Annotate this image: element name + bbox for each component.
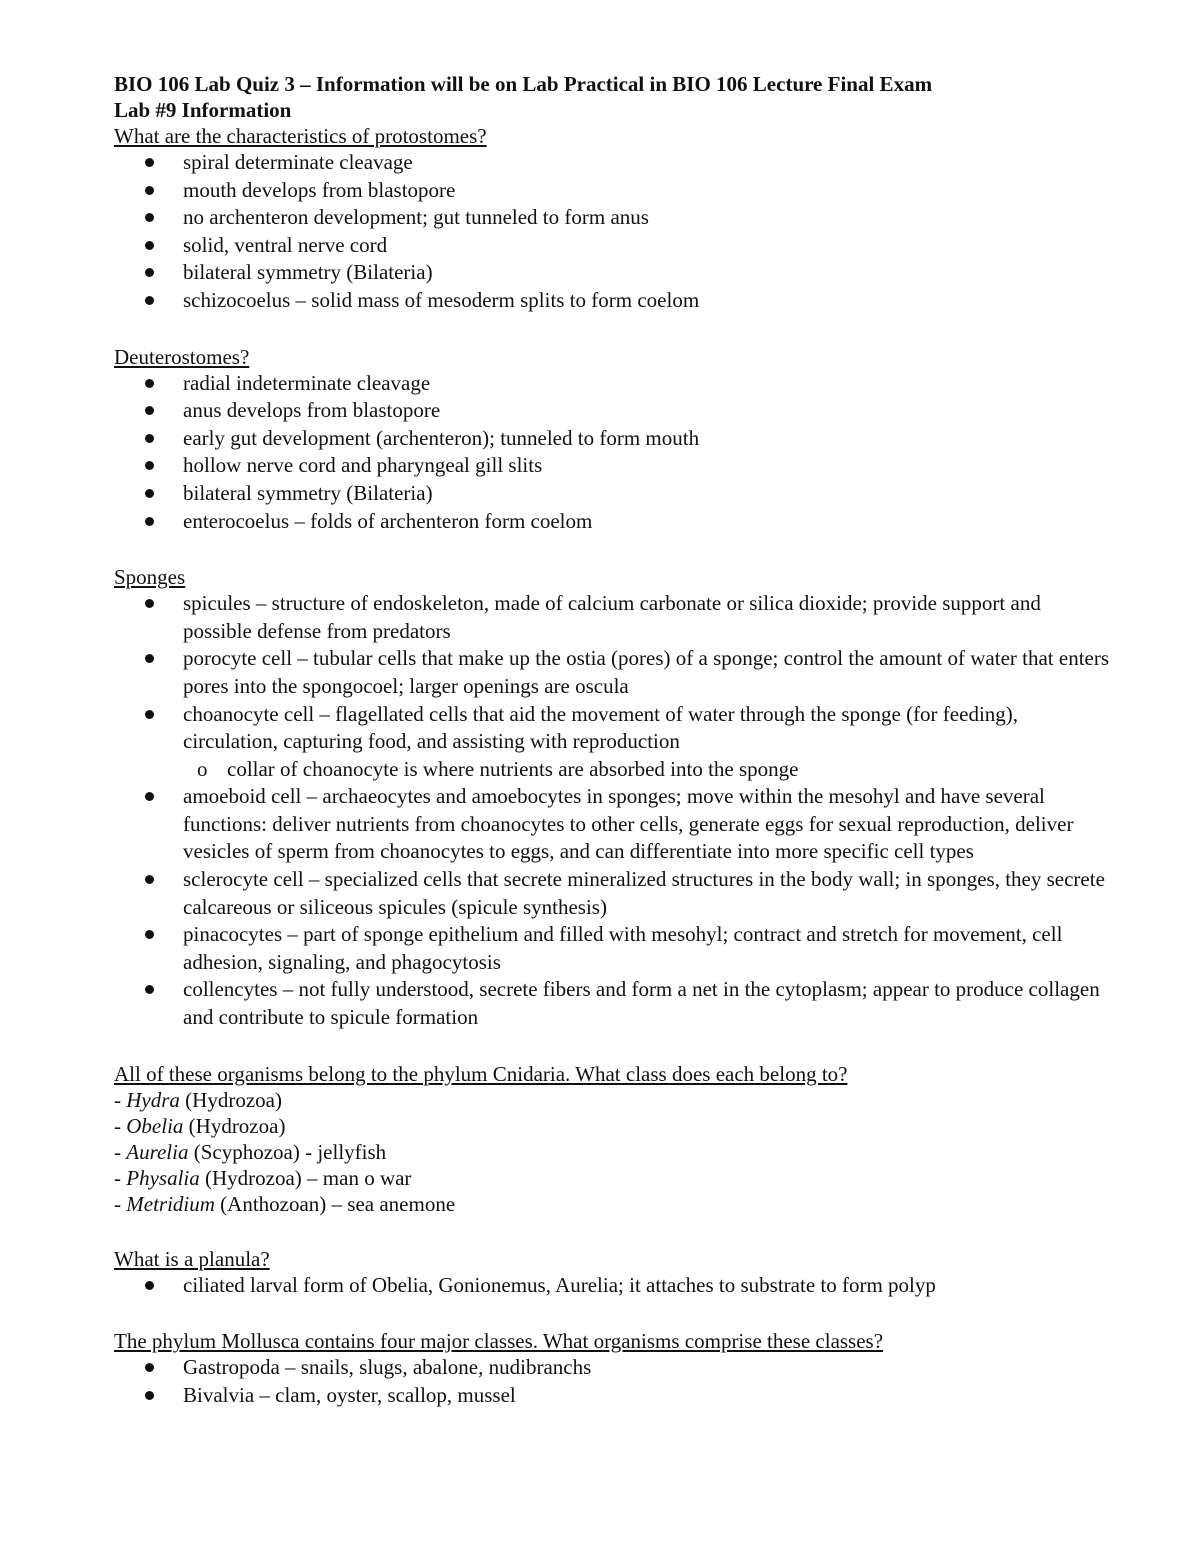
list-item: hollow nerve cord and pharyngeal gill slits — [114, 452, 1114, 480]
cnidaria-question: All of these organisms belong to the phylum Cnidaria. What class does each belong to? — [114, 1061, 848, 1086]
bullet-icon — [145, 710, 154, 719]
document-page — [114, 71, 1114, 1409]
bullet-icon — [145, 379, 154, 388]
sub-list-item: o collar of choanocyte is where nutrients are absorbed into the sponge — [114, 756, 1114, 784]
document-title: BIO 106 Lab Quiz 3 – Information will be on Lab Practical in BIO 106 Lecture Final Exam — [114, 72, 933, 96]
class-entry: - Metridium (Anthozoan) – sea anemone — [114, 1191, 456, 1216]
list-item: pinacocytes – part of sponge epithelium and filled with mesohyl; contract and stretch for movement, cell adhesion, signaling, and phagocytosis — [114, 921, 1114, 976]
class-entry: - Hydra (Hydrozoa) — [114, 1087, 282, 1112]
list-item: amoeboid cell – archaeocytes and amoebocytes in sponges; move within the mesohyl and have several functions: deliver nutrients from choanocytes to other cells, generate eggs for sexual reproduction, deliver vesicles of sperm from choanocytes to eggs, and can differentiate into more specific cell types — [114, 783, 1114, 866]
sponges-list — [114, 590, 1114, 1032]
list-item: mouth develops from blastopore — [114, 177, 1114, 205]
planula-question: What is a planula? — [114, 1246, 270, 1271]
class-entry: - Obelia (Hydrozoa) — [114, 1113, 286, 1138]
bullet-icon — [145, 158, 154, 167]
list-item: schizocoelus – solid mass of mesoderm splits to form coelom — [114, 287, 1114, 315]
list-item: early gut development (archenteron); tunneled to form mouth — [114, 425, 1114, 453]
bullet-icon — [145, 985, 154, 994]
deuterostomes-question: Deuterostomes? — [114, 344, 250, 369]
bullet-icon — [145, 654, 154, 663]
list-item: porocyte cell – tubular cells that make up the ostia (pores) of a sponge; control the amount of water that enters pores into the spongocoel; larger openings are oscula — [114, 645, 1114, 700]
list-item: no archenteron development; gut tunneled to form anus — [114, 204, 1114, 232]
mollusca-list — [114, 1354, 1114, 1409]
list-item: solid, ventral nerve cord — [114, 232, 1114, 260]
list-item: spiral determinate cleavage — [114, 149, 1114, 177]
bullet-icon — [145, 406, 154, 415]
list-item: anus develops from blastopore — [114, 397, 1114, 425]
sponges-heading: Sponges — [114, 565, 186, 590]
list-item: enterocoelus – folds of archenteron form coelom — [114, 508, 1114, 536]
list-item: radial indeterminate cleavage — [114, 370, 1114, 398]
deuterostomes-list — [114, 370, 1114, 536]
list-item: spicules – structure of endoskeleton, made of calcium carbonate or silica dioxide; provide support and possible defense from predators — [114, 590, 1114, 645]
bullet-icon — [145, 792, 154, 801]
list-item: bilateral symmetry (Bilateria) — [114, 480, 1114, 508]
bullet-icon — [145, 241, 154, 250]
list-item: bilateral symmetry (Bilateria) — [114, 259, 1114, 287]
protostomes-list — [114, 149, 1114, 315]
bullet-icon — [145, 1281, 154, 1290]
bullet-icon — [145, 296, 154, 305]
list-item: Bivalvia – clam, oyster, scallop, mussel — [114, 1382, 1114, 1410]
bullet-icon — [145, 1363, 154, 1372]
bullet-icon — [145, 517, 154, 526]
mollusca-question: The phylum Mollusca contains four major classes. What organisms comprise these classes? — [114, 1329, 884, 1354]
list-item: collencytes – not fully understood, secrete fibers and form a net in the cytoplasm; appear to produce collagen and contribute to spicule formation — [114, 976, 1114, 1031]
planula-list — [114, 1272, 1114, 1300]
bullet-icon — [145, 186, 154, 195]
protostomes-question: What are the characteristics of protostomes? — [114, 124, 487, 148]
class-entry: - Aurelia (Scyphozoa) - jellyfish — [114, 1139, 387, 1164]
class-entry: - Physalia (Hydrozoa) – man o war — [114, 1165, 412, 1190]
list-item: sclerocyte cell – specialized cells that secrete mineralized structures in the body wall; in sponges, they secrete calcareous or siliceous spicules (spicule synthesis) — [114, 866, 1114, 921]
list-item: Gastropoda – snails, slugs, abalone, nudibranchs — [114, 1354, 1114, 1382]
bullet-icon — [145, 461, 154, 470]
bullet-icon — [145, 268, 154, 277]
bullet-icon — [145, 434, 154, 443]
bullet-icon — [145, 875, 154, 884]
list-item: choanocyte cell – flagellated cells that aid the movement of water through the sponge (for feeding), circulation, capturing food, and assisting with reproduction o collar of choanocyte is where nutrients are absorbed into the sponge — [114, 701, 1114, 784]
bullet-icon — [145, 489, 154, 498]
bullet-icon — [145, 599, 154, 608]
document-subtitle: Lab #9 Information — [114, 98, 292, 122]
bullet-icon — [145, 213, 154, 222]
bullet-icon — [145, 1391, 154, 1400]
bullet-icon — [145, 930, 154, 939]
list-item: ciliated larval form of Obelia, Gonionemus, Aurelia; it attaches to substrate to form polyp — [114, 1272, 1114, 1300]
circle-bullet-icon: o — [197, 756, 208, 781]
